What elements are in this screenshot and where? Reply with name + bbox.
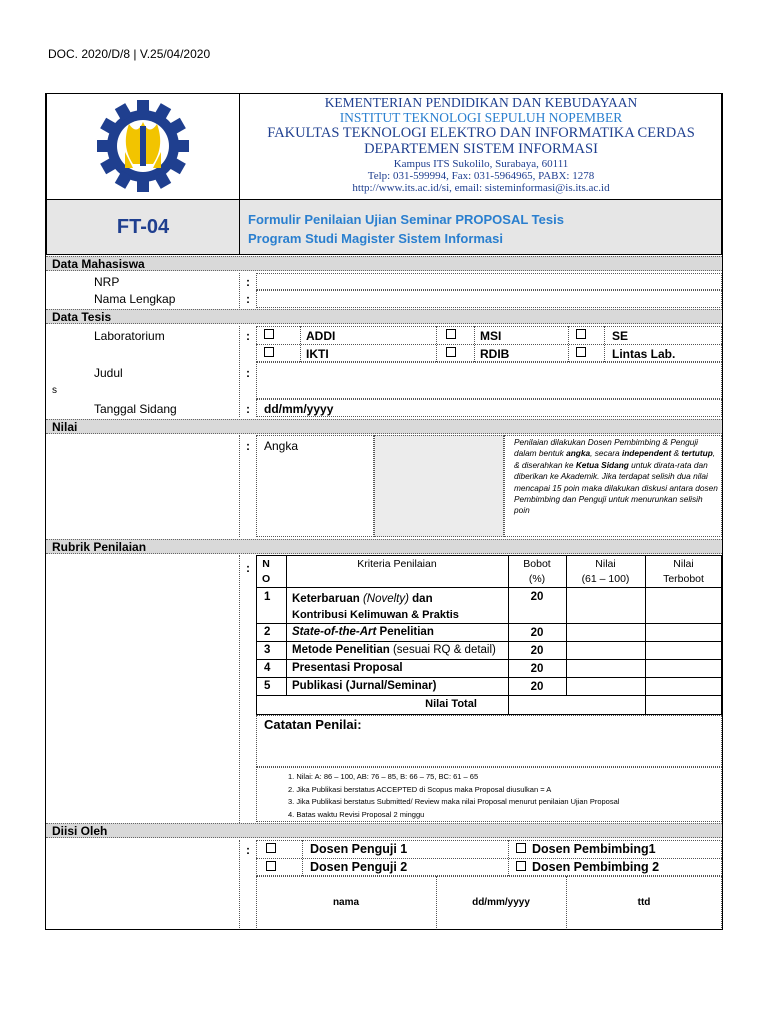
web-email: http://www.its.ac.id/si, email: sisteminformasi@is.its.ac.id: [352, 182, 610, 195]
row-line: [256, 641, 722, 642]
col-divider: [508, 840, 509, 876]
colon: :: [246, 402, 250, 416]
row-no: 4: [264, 662, 271, 674]
checkbox-lintas-lab[interactable]: [576, 347, 586, 357]
row-kriteria: Metode Penelitian (sesuai RQ & detail): [292, 644, 496, 656]
row-bobot: 20: [530, 645, 544, 657]
tanggal-field[interactable]: dd/mm/yyyy: [472, 897, 530, 908]
opt-pembimbing-1: Dosen Pembimbing1: [532, 842, 656, 856]
catatan-label: Catatan Penilai:: [264, 717, 362, 732]
checkbox-se[interactable]: [576, 329, 586, 339]
colon: :: [246, 561, 250, 575]
opt-pembimbing-2: Dosen Pembimbing 2: [532, 860, 660, 874]
lab-label: Laboratorium: [94, 329, 165, 343]
col-divider: [568, 326, 569, 362]
section-data-tesis: Data Tesis: [46, 309, 722, 324]
lab-rdib: RDIB: [480, 347, 510, 361]
column-divider: [239, 273, 240, 308]
ministry-name: KEMENTERIAN PENDIDIKAN DAN KEBUDAYAAN: [324, 95, 638, 110]
lab-se: SE: [612, 329, 629, 343]
col-divider: [474, 326, 475, 362]
row-no: 2: [264, 626, 271, 638]
row-kriteria: Presentasi Proposal: [292, 662, 403, 674]
colon: :: [246, 292, 250, 306]
form-title: [248, 210, 564, 248]
colon: :: [246, 843, 250, 857]
checkbox-pembimbing-1[interactable]: [516, 843, 526, 853]
judul-extra: s: [52, 385, 57, 396]
checkbox-addi[interactable]: [264, 329, 274, 339]
rubric-note: 1. Nilai: A: 86 – 100, AB: 76 – 85, B: 66 – 75, BC: 61 – 65: [288, 772, 479, 781]
colon: :: [246, 439, 250, 453]
opt-penguji-2: Dosen Penguji 2: [310, 860, 408, 874]
lab-lintas: Lintas Lab.: [612, 347, 676, 361]
form-title-line1: Formulir Penilaian Ujian Seminar PROPOSAL Tesis: [248, 212, 564, 227]
form-code: FT-04: [47, 200, 240, 254]
colon: :: [246, 329, 250, 343]
row-line: [256, 587, 722, 588]
judul-label: Judul: [94, 366, 123, 380]
section-rubrik: Rubrik Penilaian: [46, 539, 722, 554]
row-kriteria: State-of-the-Art Penelitian: [292, 626, 434, 638]
checkbox-rdib[interactable]: [446, 347, 456, 357]
section-diisi-oleh: Diisi Oleh: [46, 823, 722, 838]
nama-label: Nama Lengkap: [94, 292, 176, 306]
row-no: 1: [264, 591, 271, 603]
header-terbobot: Nilai Terbobot: [663, 558, 704, 585]
opt-penguji-1: Dosen Penguji 1: [310, 842, 408, 856]
header-bobot: Bobot (%): [523, 558, 551, 585]
rubric-note: 3. Jika Publikasi berstatus Submitted/ Review maka nilai Proposal menurut penilaian Ujian Proposal: [288, 797, 620, 806]
row-kriteria: Keterbaruan (Novelty) dan Kontribusi Kelimuwan & Praktis: [292, 593, 459, 621]
row-line: [256, 623, 722, 624]
row-kriteria: Publikasi (Jurnal/Seminar): [292, 680, 437, 692]
tanggal-value: dd/mm/yyyy: [264, 402, 334, 416]
rubric-note: 2. Jika Publikasi berstatus ACCEPTED di Scopus maka Proposal diusulkan = A: [288, 784, 552, 794]
row-bobot: 20: [530, 663, 544, 675]
judul-field[interactable]: [256, 362, 722, 399]
row-no: 3: [264, 644, 271, 656]
row-divider: [256, 858, 722, 859]
logo-cell: [47, 94, 240, 199]
row-bobot: 20: [530, 591, 544, 603]
letterhead: [46, 93, 722, 200]
lab-addi: ADDI: [306, 329, 336, 343]
row-nilai-input[interactable]: [567, 624, 645, 641]
nilai-total-field[interactable]: [646, 696, 721, 714]
address: Kampus ITS Sukolilo, Surabaya, 60111: [393, 157, 569, 170]
ttd-field[interactable]: ttd: [637, 897, 651, 908]
angka-field[interactable]: [374, 435, 504, 537]
tanggal-label: Tanggal Sidang: [94, 402, 177, 416]
angka-box: [256, 435, 374, 537]
column-divider: [239, 555, 240, 825]
lab-msi: MSI: [480, 329, 502, 343]
checkbox-pembimbing-2[interactable]: [516, 861, 526, 871]
col-divider: [604, 326, 605, 362]
nilai-total-label: Nilai Total: [425, 698, 477, 710]
col-divider: [300, 326, 301, 362]
checkbox-ikti[interactable]: [264, 347, 274, 357]
nilai-note: Penilaian dilakukan Dosen Pembimbing & Penguji dalam bentuk angka, secara independent & tertutup, & diserahkan ke Ketua Sidang untuk dirata-rata dan diberikan ke Akademik. Jika terdapat selisih dua nilai mencapai 15 poin maka dilakukan diskusi antara dosen Pembimbing dan Penguji untuk menurunkan selisih poin: [514, 437, 718, 516]
rubric-note: 4. Batas waktu Revisi Proposal 2 minggu: [288, 809, 425, 819]
row-nilai-input[interactable]: [567, 588, 645, 623]
document-reference: DOC. 2020/D/8 | V.25/04/2020: [48, 47, 211, 61]
institution-block: [241, 94, 721, 199]
row-no: 5: [264, 680, 271, 692]
angka-label: Angka: [264, 439, 299, 453]
column-divider: [239, 326, 240, 417]
row-divider: [256, 344, 722, 345]
row-line: [256, 677, 722, 678]
section-nilai: Nilai: [46, 419, 722, 434]
lab-ikti: IKTI: [306, 347, 329, 361]
header-nilai: Nilai (61 – 100): [581, 558, 630, 585]
col-line: [286, 555, 287, 695]
section-data-mahasiswa: Data Mahasiswa: [46, 256, 722, 271]
nama-field[interactable]: nama: [332, 897, 360, 908]
row-nilai-input[interactable]: [567, 678, 645, 695]
phone: Telp: 031-599994, Fax: 031-5964965, PABX: 1278: [367, 170, 595, 182]
col-divider: [436, 326, 437, 362]
column-divider: [239, 840, 240, 930]
header-no: N O: [262, 558, 271, 585]
row-nilai-input[interactable]: [567, 660, 645, 677]
row-nilai-input[interactable]: [567, 642, 645, 659]
column-divider: [239, 435, 240, 537]
header-kriteria: Kriteria Penilaian: [357, 558, 437, 570]
rubric-notes: [288, 771, 619, 821]
department-name: DEPARTEMEN SISTEM INFORMASI: [364, 141, 598, 158]
row-bobot: 20: [530, 681, 544, 693]
row-line: [256, 659, 722, 660]
row-bobot: 20: [530, 627, 544, 639]
form-title-row: [46, 200, 722, 255]
checkbox-msi[interactable]: [446, 329, 456, 339]
colon: :: [246, 275, 250, 289]
nrp-field[interactable]: [256, 273, 722, 290]
colon: :: [246, 366, 250, 380]
checkbox-penguji-1[interactable]: [266, 843, 276, 853]
nama-field[interactable]: [256, 290, 722, 308]
its-logo: [47, 94, 240, 199]
checkbox-penguji-2[interactable]: [266, 861, 276, 871]
faculty-name: FAKULTAS TEKNOLOGI ELEKTRO DAN INFORMATIKA CERDAS: [267, 125, 695, 142]
nrp-label: NRP: [94, 275, 120, 289]
institute-name: INSTITUT TEKNOLOGI SEPULUH NOPEMBER: [339, 110, 623, 126]
form-title-line2: Program Studi Magister Sistem Informasi: [248, 231, 504, 246]
col-divider: [302, 840, 303, 876]
